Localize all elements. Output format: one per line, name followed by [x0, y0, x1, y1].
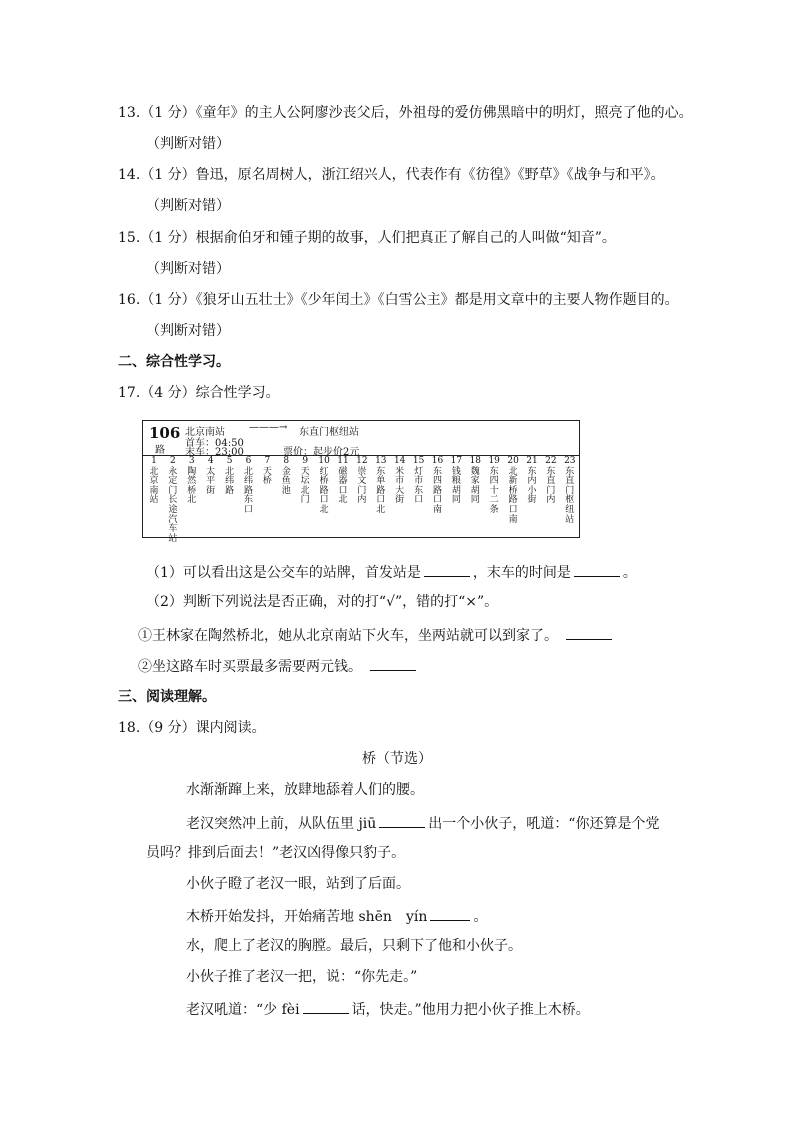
bus-stop-number: 7 — [264, 456, 271, 466]
bus-stop — [468, 457, 482, 506]
first-bus-time: 首车：04:50 — [185, 438, 244, 449]
passage-p4-text-a: 木桥开始发抖，开始痛苦地 shēn yín — [186, 909, 428, 925]
bus-stop-number: 12 — [356, 456, 368, 466]
bus-stop-number: 8 — [283, 456, 290, 466]
bus-stop-number: 16 — [431, 456, 444, 466]
passage-p2-cont: 员吗？排到后面去！”老汉凶得像只豹子。 — [146, 845, 406, 861]
route-from: 北京南站 — [185, 427, 225, 438]
bus-stop-number: 9 — [302, 456, 309, 466]
bus-stop-number: 11 — [337, 456, 349, 466]
bus-stop-name: 北纬路东口 — [243, 466, 253, 515]
bus-stop-name: 东内小街 — [527, 466, 537, 506]
q17-part-2: （2）判断下列说法是否正确，对的打“√”，错的打“×”。 — [146, 594, 499, 610]
answer-blank-statement-1[interactable] — [566, 625, 612, 640]
bus-stop — [336, 457, 350, 506]
answer-blank-fei[interactable] — [303, 999, 349, 1014]
bus-stop-name: 东单路口北 — [376, 466, 386, 515]
bus-stop-sign — [142, 420, 580, 544]
bus-stop — [242, 457, 256, 516]
q17-part-1-text-c: 。 — [622, 565, 637, 581]
passage-p2 — [186, 813, 659, 833]
bus-stop-number: 13 — [375, 456, 387, 466]
bus-stop-name: 东四十二条 — [489, 466, 499, 515]
bus-stop-number: 23 — [564, 456, 576, 466]
question-17: 17.（4 分）综合性学习。 — [118, 385, 280, 401]
route-to: 东直门枢纽站 — [299, 427, 359, 438]
bus-stop-name: 天坛北门 — [300, 466, 310, 506]
bus-stop-number: 4 — [207, 456, 214, 466]
last-bus-time: 末车：23:00 — [185, 447, 244, 458]
answer-blank-shenyin[interactable] — [430, 906, 470, 921]
route-number: 106 — [149, 424, 181, 442]
route-suffix: 路 — [155, 445, 165, 456]
question-15: 15.（1 分）根据俞伯牙和锺子期的故事，人们把真正了解自己的人叫做“知音”。 — [118, 230, 616, 246]
bus-stop-name: 魏家胡同 — [470, 466, 480, 506]
bus-stop-name: 天桥 — [262, 466, 272, 487]
passage-p4 — [186, 906, 487, 926]
bus-stop — [431, 457, 445, 516]
bus-stop-name: 崇文门内 — [357, 466, 367, 506]
bus-stop — [506, 457, 520, 525]
bus-sign-header — [143, 421, 579, 456]
section-2-title: 二、综合性学习。 — [118, 354, 230, 370]
bus-stop-name: 北纬路 — [225, 466, 235, 496]
passage-p4-text-b: 。 — [473, 909, 488, 925]
passage-p2-text-a: 老汉突然冲上前，从队伍里 jiū — [186, 816, 377, 832]
q17-statement-2 — [138, 656, 419, 676]
bus-stop-name: 北京南站 — [149, 466, 159, 506]
bus-stop-number: 1 — [151, 456, 157, 466]
passage-p7-text-a: 老汉吼道：“少 fèi — [186, 1002, 300, 1018]
bus-stop-name: 金鱼池 — [281, 466, 291, 496]
bus-stop-number: 22 — [545, 456, 557, 466]
bus-stop-name: 灯市东口 — [414, 466, 424, 506]
bus-stop — [374, 457, 388, 516]
bus-stop-number: 14 — [393, 456, 406, 466]
answer-blank-first-stop[interactable] — [424, 562, 470, 577]
bus-stop-number: 18 — [469, 456, 482, 466]
bus-stop-name: 红桥路口北 — [319, 466, 329, 515]
passage-p5: 水，爬上了老汉的胸膛。最后，只剩下了他和小伙子。 — [186, 938, 522, 954]
passage-p7 — [186, 999, 590, 1019]
bus-stop-number: 15 — [412, 456, 425, 466]
bus-stop — [563, 457, 577, 525]
bus-stop — [223, 457, 237, 496]
q17-part-1-text-a: （1）可以看出这是公交车的站牌，首发站是 — [146, 565, 421, 581]
bus-stop — [525, 457, 539, 506]
question-13: 13.（1 分）《童年》的主人公阿廖沙丧父后，外祖母的爱仿佛黑暗中的明灯，照亮了他的心。 — [118, 105, 693, 121]
bus-stop — [393, 457, 407, 506]
question-16: 16.（1 分）《狼牙山五壮士》《少年闰土》《白雪公主》都是用文章中的主要人物作题目的。 — [118, 292, 679, 308]
bus-stop-name: 磁器口北 — [338, 466, 348, 506]
bus-stop-name: 东四路口南 — [432, 466, 442, 515]
bus-stop-name: 永定门长途汽车站 — [168, 466, 178, 544]
question-14: 14.（1 分）鲁迅，原名周树人，浙江绍兴人，代表作有《彷徨》《野草》《战争与和平》。 — [118, 167, 665, 183]
passage-p1: 水渐渐蹿上来，放肆地舔着人们的腰。 — [186, 782, 424, 798]
bus-stop-number: 6 — [245, 456, 252, 466]
answer-blank-statement-2[interactable] — [370, 656, 416, 671]
bus-stop — [298, 457, 312, 506]
bus-stop — [147, 457, 161, 506]
passage-p3: 小伙子瞪了老汉一眼，站到了后面。 — [186, 876, 410, 892]
q17-statement-1-text: ①王林家在陶然桥北，她从北京南站下火车，坐两站就可以到家了。 — [138, 628, 558, 644]
bus-stop — [449, 457, 463, 506]
bus-stop-number: 21 — [526, 456, 538, 466]
route-arrow-icon: ———→ — [249, 422, 288, 433]
bus-stop — [279, 457, 293, 496]
passage-p2-text-b: 出一个小伙子，吼道：“你还算是个党 — [428, 816, 660, 832]
bus-stop-number: 20 — [507, 456, 519, 466]
question-13-hint: （判断对错） — [146, 136, 230, 152]
q17-part-1 — [146, 562, 637, 582]
bus-stop-name: 钱粮胡同 — [451, 466, 461, 506]
passage-p7-text-b: 话，快走。”他用力把小伙子推上木桥。 — [351, 1002, 590, 1018]
bus-stop — [544, 457, 558, 506]
bus-stop-number: 19 — [488, 456, 500, 466]
answer-blank-last-bus[interactable] — [574, 562, 620, 577]
bus-stop-name: 太平街 — [206, 466, 216, 496]
question-15-hint: （判断对错） — [146, 261, 230, 277]
passage-p6: 小伙子推了老汉一把，说：“你先走。” — [186, 969, 418, 985]
passage-title: 桥（节选） — [362, 751, 432, 767]
fare-info: 票价：起步价2元 — [283, 447, 360, 458]
question-18: 18.（9 分）课内阅读。 — [118, 720, 266, 736]
question-16-hint: （判断对错） — [146, 323, 230, 339]
bus-stop-number: 3 — [188, 456, 195, 466]
bus-stop — [185, 457, 199, 506]
q17-statement-2-text: ②坐这路车时买票最多需要两元钱。 — [138, 659, 362, 675]
bus-stop-name: 北新桥路口南 — [508, 466, 518, 525]
bus-stop-number: 5 — [226, 456, 233, 466]
bus-stop-number: 17 — [450, 456, 463, 466]
bus-stop — [204, 457, 218, 496]
bus-stop-name: 东直门枢纽站 — [565, 466, 575, 525]
stop-list — [143, 456, 579, 544]
bus-stop — [317, 457, 331, 516]
q17-statement-1 — [138, 625, 615, 645]
bus-stop — [355, 457, 369, 506]
bus-stop — [260, 457, 274, 487]
section-3-title: 三、阅读理解。 — [118, 689, 216, 705]
bus-stop-name: 东直门内 — [546, 466, 556, 506]
bus-stop-number: 10 — [318, 456, 330, 466]
bus-stop-number: 2 — [170, 456, 176, 466]
bus-stop-name: 米市大街 — [395, 466, 405, 506]
q17-part-1-text-b: ，末车的时间是 — [472, 565, 571, 581]
question-14-hint: （判断对错） — [146, 198, 230, 214]
bus-stop — [166, 457, 180, 544]
bus-stop — [487, 457, 501, 516]
answer-blank-jiu[interactable] — [379, 813, 425, 828]
bus-stop-name: 陶然桥北 — [187, 466, 197, 506]
bus-stop — [412, 457, 426, 506]
